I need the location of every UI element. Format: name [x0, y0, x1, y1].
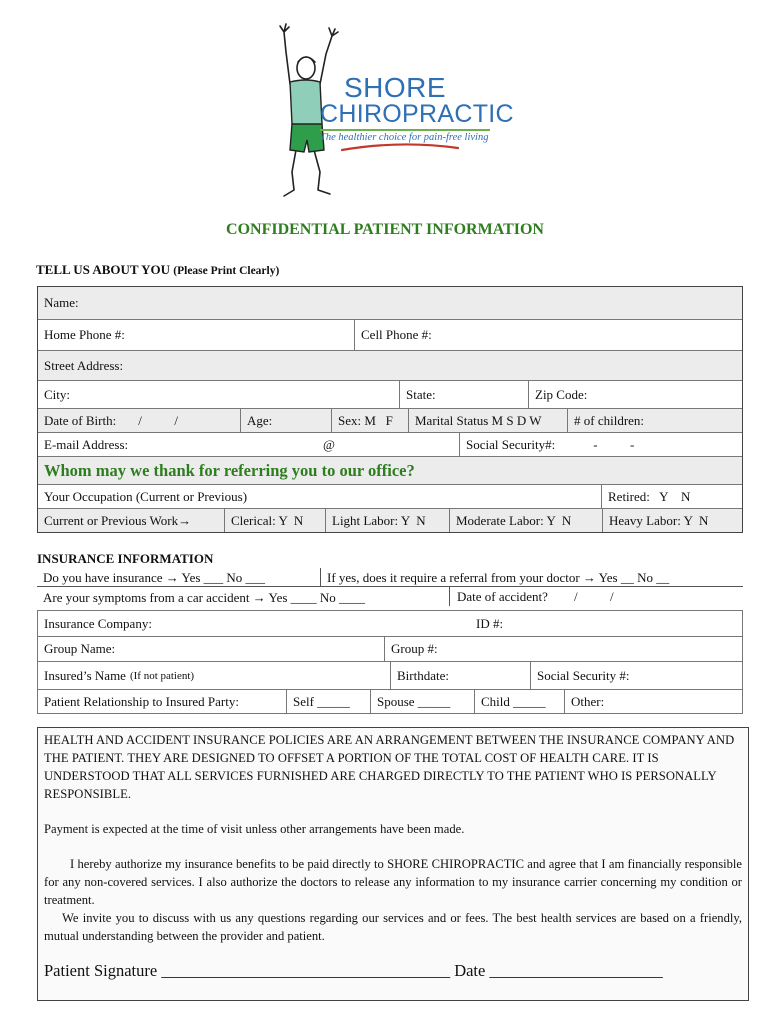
policy-statement: HEALTH AND ACCIDENT INSURANCE POLICIES ARE AN ARRANGEMENT BETWEEN THE INSURANCE COMPANY AND THE PATIENT. THEY ARE DESIGNED TO OFFSET A PORTION OF THE TOTAL COST OF HEALTH CARE. IT IS UNDERSTOOD THAT ALL SERVICES FURNISHED ARE CHARGED DIRECTLY TO THE PATIENT WHO IS PERSONALLY RESPONSIBLE. — [44, 733, 735, 801]
children-field[interactable]: # of children: — [567, 409, 742, 432]
insurance-heading: INSURANCE INFORMATION — [37, 551, 214, 566]
relationship-spouse-option[interactable]: Spouse _____ — [370, 690, 474, 713]
brand-divider — [320, 129, 490, 131]
insurance-divider-v1 — [320, 568, 321, 586]
work-type-row — [38, 509, 742, 532]
insurance-company-row — [38, 611, 742, 637]
relationship-self-option[interactable]: Self _____ — [286, 690, 370, 713]
work-label: Current or Previous Work→ — [44, 512, 192, 528]
form-title: CONFIDENTIAL PATIENT INFORMATION — [226, 221, 544, 238]
occupation-row — [38, 485, 742, 509]
brand-tagline: The healthier choice for pain-free living — [320, 132, 489, 143]
home-phone-field[interactable]: Home Phone #: — [44, 327, 125, 342]
email-label: E-mail Address: — [44, 436, 129, 452]
relationship-label: Patient Relationship to Insured Party: — [44, 693, 239, 709]
relationship-other-field[interactable]: Other: — [564, 690, 742, 713]
dob-label: Date of Birth: — [44, 412, 117, 428]
relationship-child-option[interactable]: Child _____ — [474, 690, 564, 713]
referral-row — [38, 457, 742, 485]
moderate-labor-option[interactable]: Moderate Labor: Y N — [449, 509, 602, 532]
ssn-field[interactable] — [459, 433, 742, 456]
authorization-statement: I hereby authorize my insurance benefits to be paid directly to SHORE CHIROPRACTIC and agree that I am financially responsible for any non-covered services. I also authorize the doctors to release any information to my insurance carrier concerning my condition or treatment. — [44, 857, 742, 907]
swoosh-icon — [340, 140, 460, 154]
insured-name-field[interactable] — [38, 662, 390, 689]
insurance-id-field[interactable]: ID #: — [476, 615, 504, 631]
street-address-field[interactable]: Street Address: — [44, 357, 124, 373]
about-heading-note: (Please Print Clearly) — [173, 265, 280, 277]
street-row — [38, 351, 742, 381]
insurance-table — [37, 610, 743, 714]
zip-code-field[interactable]: Zip Code: — [528, 381, 742, 408]
cell-phone-field[interactable]: Cell Phone #: — [354, 320, 742, 350]
payment-statement: Payment is expected at the time of visit unless other arrangements have been made. — [44, 822, 465, 836]
dob-field[interactable] — [38, 409, 240, 432]
insured-birthdate-field[interactable]: Birthdate: — [390, 662, 530, 689]
insurance-company-field[interactable]: Insurance Company: — [44, 615, 152, 631]
email-at-sign: @ — [323, 436, 335, 452]
email-row — [38, 433, 742, 457]
name-field[interactable]: Name: — [44, 295, 79, 310]
ssn-label: Social Security#: — [466, 436, 556, 452]
referral-question[interactable]: Whom may we thank for referring you to our office? — [44, 460, 415, 480]
age-field[interactable]: Age: — [240, 409, 331, 432]
state-field[interactable]: State: — [399, 381, 528, 408]
insurance-divider-v2 — [449, 586, 450, 606]
occupation-field[interactable]: Your Occupation (Current or Previous) — [44, 488, 248, 504]
about-heading — [36, 262, 279, 278]
signature-line[interactable]: Patient Signature ___________________________________ Date _____________________ — [44, 961, 663, 980]
car-accident-question[interactable]: Are your symptoms from a car accident → Yes ____ No ____ — [43, 590, 366, 605]
referral-required-question[interactable]: If yes, does it require a referral from your doctor → Yes __ No __ — [327, 570, 670, 585]
insurance-questions — [37, 568, 743, 608]
insured-ssn-field[interactable]: Social Security #: — [530, 662, 742, 689]
ssn-separators: - - — [593, 436, 635, 452]
group-number-field[interactable]: Group #: — [384, 637, 742, 661]
insurance-divider-h1 — [37, 586, 743, 587]
about-you-table — [37, 286, 743, 533]
heavy-labor-option[interactable]: Heavy Labor: Y N — [602, 509, 742, 532]
marital-status-field[interactable]: Marital Status M S D W — [408, 409, 567, 432]
about-heading-text: TELL US ABOUT YOU — [36, 262, 171, 277]
insured-row — [38, 662, 742, 690]
invitation-statement: We invite you to discuss with us any questions regarding our services and or fees. The best health services are based on a friendly, mutual understanding between the provider and patient. — [44, 911, 742, 943]
insured-name-note: (If not patient) — [129, 669, 195, 682]
financial-agreement-box — [37, 727, 749, 1001]
accident-date-field[interactable]: Date of accident? / / — [457, 589, 614, 604]
group-name-field[interactable]: Group Name: — [44, 641, 116, 656]
city-field[interactable]: City: — [44, 386, 71, 402]
phone-row — [38, 320, 742, 351]
city-row — [38, 381, 742, 409]
shore-chiropractic-logo — [262, 22, 514, 212]
insured-name-label: Insured’s Name — [44, 667, 126, 683]
have-insurance-question[interactable]: Do you have insurance → Yes ___ No ___ — [43, 570, 266, 585]
brand-name-line2: CHIROPRACTIC — [320, 100, 514, 128]
dob-row — [38, 409, 742, 433]
light-labor-option[interactable]: Light Labor: Y N — [325, 509, 449, 532]
dob-separators: / / — [138, 412, 178, 428]
retired-field[interactable]: Retired: Y N — [601, 485, 742, 508]
sex-field[interactable]: Sex: M F — [331, 409, 408, 432]
brand-name-line1: SHORE — [344, 72, 447, 103]
name-row — [38, 287, 742, 320]
clerical-option[interactable]: Clerical: Y N — [224, 509, 325, 532]
email-field[interactable] — [38, 433, 459, 456]
relationship-row — [38, 690, 742, 713]
group-row — [38, 637, 742, 662]
